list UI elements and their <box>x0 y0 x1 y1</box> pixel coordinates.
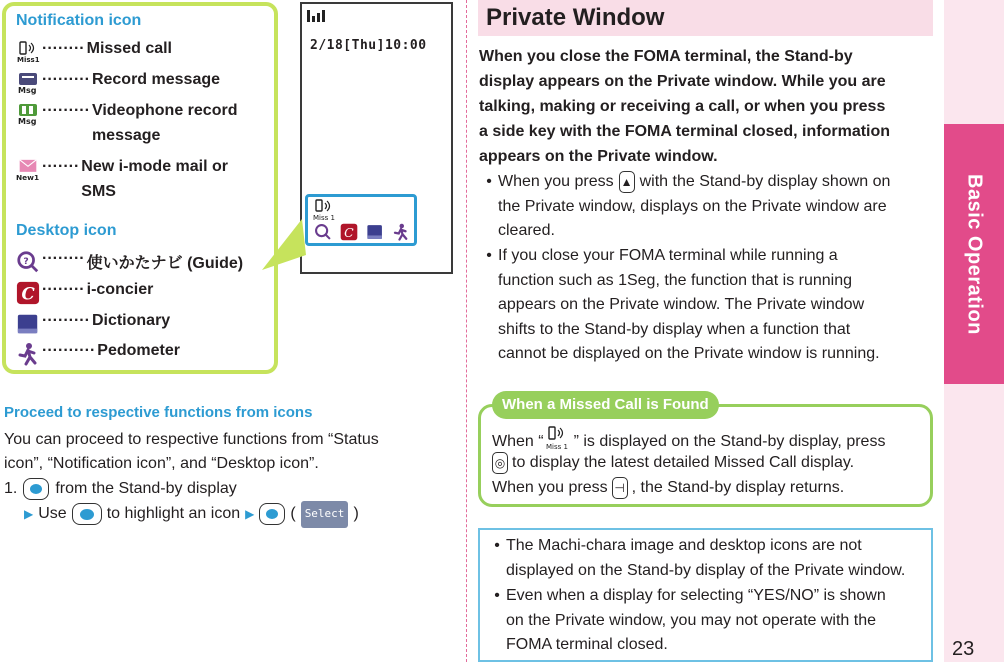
tip-line-1: When “ Miss 1 ” is displayed on the Stand-by display, press <box>492 426 885 459</box>
select-softkey[interactable]: Select <box>301 501 349 528</box>
icon-callout-bubble <box>305 194 417 246</box>
arrow-icon: ▶ <box>24 507 34 521</box>
pedometer-icon <box>392 223 410 241</box>
missed-call-icon <box>312 199 340 226</box>
legend-label-cont: SMS <box>81 183 116 200</box>
step-text: from the Stand-by display <box>55 480 237 497</box>
highlight-text: to highlight an icon <box>106 505 241 522</box>
navigation-key-icon[interactable] <box>72 503 102 525</box>
i-concier-icon <box>340 223 358 241</box>
svg-text:C: C <box>21 283 35 304</box>
bullet-press-up: • When you press ▲ with the Stand-by display shown on the Private window, displays on the Private window are cleared. <box>486 173 891 239</box>
use-label: Use <box>38 505 67 522</box>
tip-line-3: When you press ⊣ , the Stand-by display returns. <box>492 476 844 501</box>
intro-line-3: talking, making or receiving a call, or when you press <box>479 98 886 115</box>
arrow-icon: ▶ <box>245 507 255 521</box>
step-number: 1. <box>4 480 18 497</box>
legend-row-record-message: Msg ········· Record message <box>18 71 221 95</box>
legend-row-pedometer: ·········· Pedometer <box>16 342 180 366</box>
center-key-icon[interactable] <box>259 503 285 525</box>
svg-text:Msg: Msg <box>18 117 37 126</box>
dictionary-icon <box>366 223 384 241</box>
guide-icon <box>314 223 332 241</box>
proceed-title: Proceed to respective functions from icons <box>4 404 313 421</box>
mail-key-icon[interactable]: ◎ <box>492 452 508 474</box>
svg-text:Miss 1: Miss 1 <box>545 443 568 450</box>
proceed-text-line2: icon”, “Notification icon”, and “Desktop icon”. <box>4 455 319 472</box>
section-title: Private Window <box>486 4 665 31</box>
legend-row-missed-call: Miss1 ········ Missed call <box>17 40 172 64</box>
paren-close: ) <box>353 505 359 522</box>
svg-text:?: ? <box>23 255 29 267</box>
svg-text:Miss1: Miss1 <box>17 56 40 64</box>
new-mail-icon <box>16 158 40 182</box>
intro-line-2: display appears on the Private window. While you are <box>479 73 886 90</box>
note-2: • Even when a display for selecting “YES/NO” is shown on the Private window, you may not operate with the FOMA terminal closed. <box>494 587 886 653</box>
i-concier-icon <box>16 281 40 305</box>
legend-row-videophone-record: Msg ········· Videophone record message <box>16 102 237 148</box>
step-1-cont <box>24 501 359 528</box>
note-1: • The Machi-chara image and desktop icons are not displayed on the Stand-by display of the Private window. <box>494 537 906 579</box>
chapter-tab-label: Basic Operation <box>963 173 986 335</box>
desktop-icon-row <box>314 223 410 241</box>
paren-open: ( <box>290 505 296 522</box>
bullet-close-terminal: • If you close your FOMA terminal while running a function such as 1Seg, the function that is running appears on the Private window. The Private window shifts to the Stand-by display when a function that cannot be displayed on the Private window is running. <box>486 247 880 362</box>
missed-call-icon <box>16 40 40 64</box>
legend-label: Videophone record <box>91 102 238 119</box>
legend-row-guide: ? ········ 使いかたナビ (Guide) <box>16 250 243 274</box>
clear-key-icon[interactable]: ⊣ <box>612 477 628 499</box>
videophone-record-icon <box>16 102 40 126</box>
intro-line-4: a side key with the FOMA terminal closed, information <box>479 123 891 140</box>
step-1 <box>4 477 237 502</box>
intro-line-1: When you close the FOMA terminal, the Stand-by <box>479 48 853 65</box>
up-key-icon[interactable]: ▲ <box>619 171 635 193</box>
guide-icon <box>16 250 40 274</box>
desktop-icon-title: Desktop icon <box>16 222 117 239</box>
svg-text:Miss 1: Miss 1 <box>313 214 335 221</box>
record-message-icon <box>16 71 40 95</box>
column-divider <box>466 0 467 662</box>
signal-icon <box>306 8 328 29</box>
svg-text:Msg: Msg <box>18 86 37 95</box>
svg-text:New1: New1 <box>16 173 40 182</box>
date-time-display: 2/18[Thu]10:00 <box>310 38 427 53</box>
legend-row-i-concier: C ········ i-concier <box>16 281 153 305</box>
svg-text:C: C <box>344 224 354 240</box>
pedometer-icon <box>16 342 40 366</box>
center-key-icon[interactable] <box>23 478 49 500</box>
page-number: 23 <box>952 638 975 660</box>
intro-line-5: appears on the Private window. <box>479 148 718 165</box>
legend-label: New i-mode mail or <box>81 158 228 175</box>
legend-row-dictionary: ········· Dictionary <box>16 312 170 336</box>
dictionary-icon <box>16 312 40 336</box>
proceed-text-line1: You can proceed to respective functions from “Status <box>4 431 379 448</box>
legend-label-cont: message <box>91 127 161 144</box>
legend-row-new-mail: New1 ······· New i-mode mail or SMS <box>16 158 228 204</box>
missed-call-tip-tab: When a Missed Call is Found <box>492 391 719 419</box>
tip-line-2: ◎ to display the latest detailed Missed Call display. <box>492 451 854 476</box>
notification-icon-title: Notification icon <box>16 12 142 29</box>
